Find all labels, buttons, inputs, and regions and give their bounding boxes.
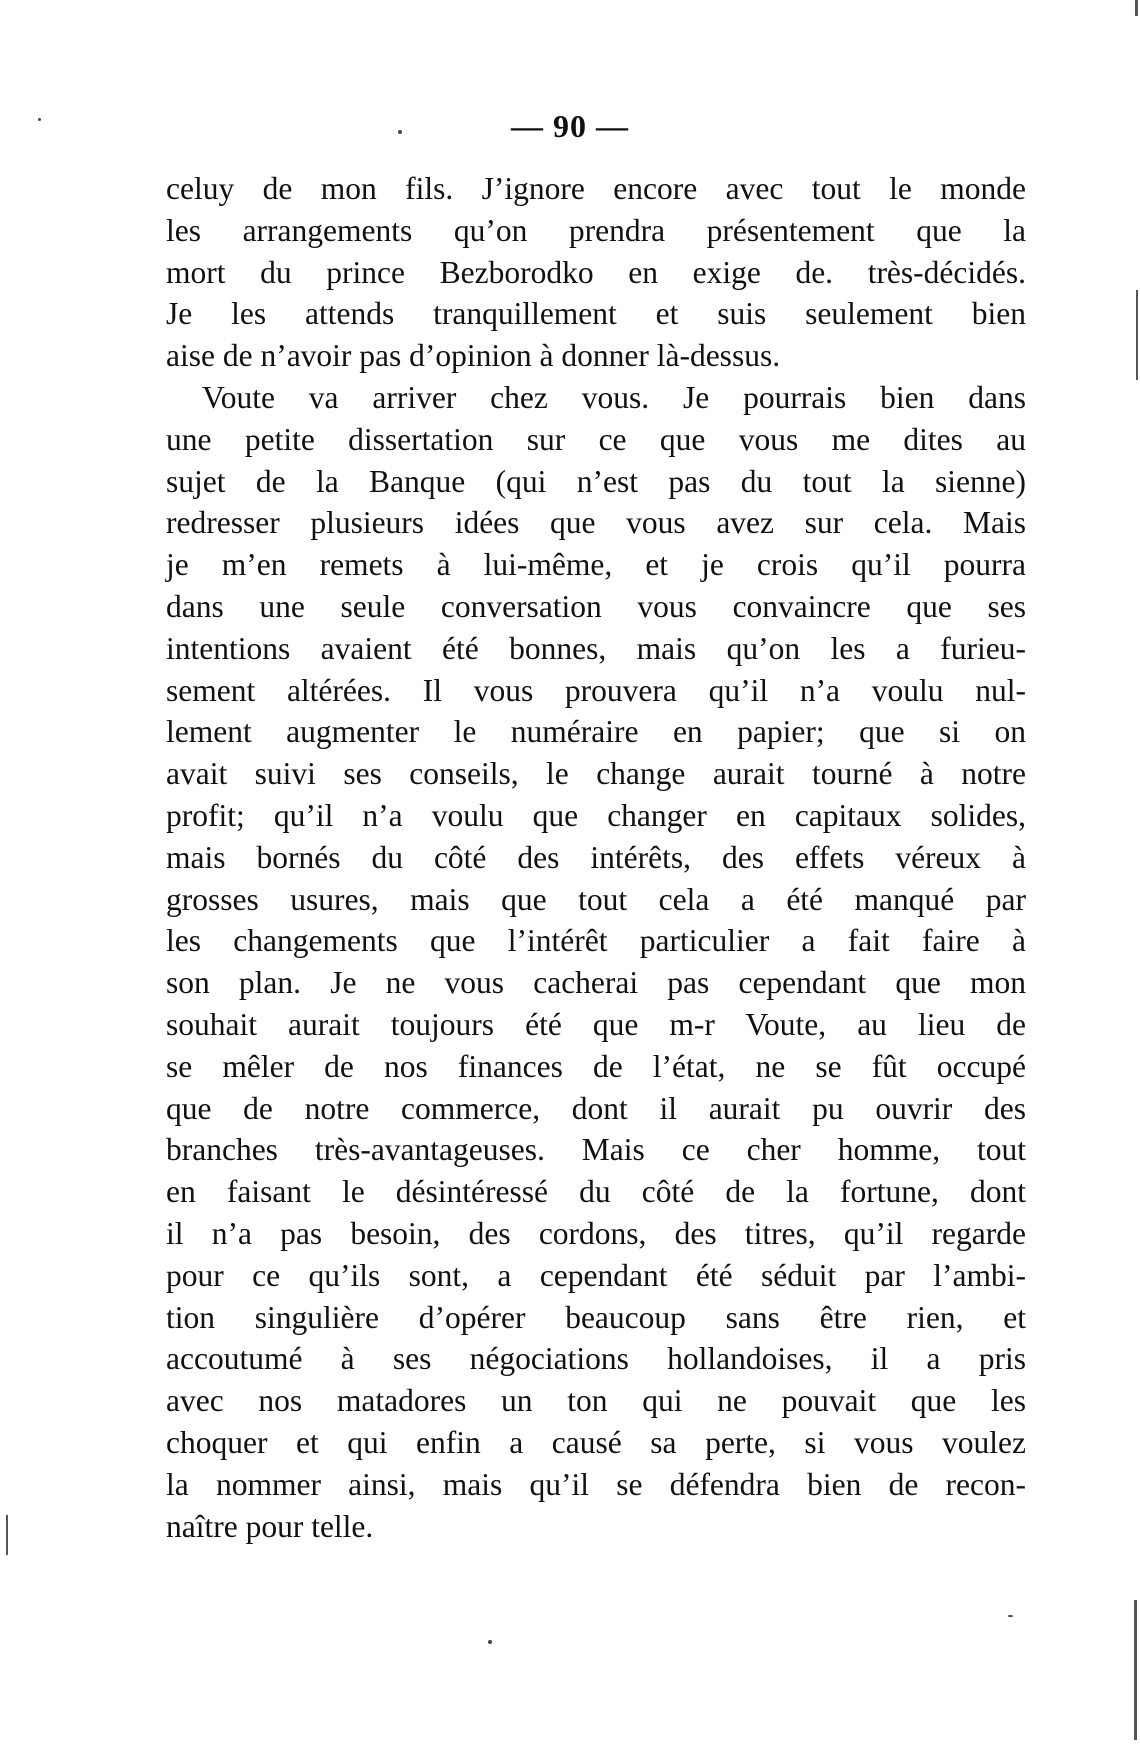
scan-edge-mark bbox=[6, 1515, 8, 1555]
text-line: pour ce qu’ils sont, a cependant été séduit par l’ambi- bbox=[166, 1257, 1026, 1293]
text-line: les arrangements qu’on prendra présentement que la bbox=[166, 212, 1026, 248]
text-line: Voute va arriver chez vous. Je pourrais bien dans bbox=[202, 379, 1026, 415]
scan-speck bbox=[1008, 1615, 1013, 1617]
scan-edge-mark bbox=[1134, 1600, 1137, 1740]
scan-speck bbox=[38, 118, 41, 121]
text-line: tion singulière d’opérer beaucoup sans être rien, et bbox=[166, 1299, 1026, 1335]
text-line: en faisant le désintéressé du côté de la fortune, dont bbox=[166, 1174, 1026, 1210]
body-text bbox=[166, 168, 1026, 1547]
text-line: intentions avaient été bonnes, mais qu’on les a furieu- bbox=[166, 630, 1026, 666]
text-line: se mêler de nos finances de l’état, ne se fût occupé bbox=[166, 1048, 1026, 1084]
text-line: je m’en remets à lui-même, et je crois qu’il pourra bbox=[166, 547, 1026, 583]
scan-edge-mark bbox=[1136, 290, 1138, 380]
text-line: dans une seule conversation vous convaincre que ses bbox=[166, 588, 1026, 624]
text-line: sujet de la Banque (qui n’est pas du tout la sienne) bbox=[166, 463, 1026, 499]
text-line: celuy de mon fils. J’ignore encore avec tout le monde bbox=[166, 171, 1026, 206]
text-line: les changements que l’intérêt particulier a fait faire à bbox=[166, 923, 1026, 959]
text-line: choquer et qui enfin a causé sa perte, si vous voulez bbox=[166, 1424, 1026, 1460]
text-line: accoutumé à ses négociations hollandoises, il a pris bbox=[166, 1341, 1026, 1377]
text-line: aise de n’avoir pas d’opinion à donner là-dessus. bbox=[166, 338, 781, 374]
text-line: lement augmenter le numéraire en papier; que si on bbox=[166, 714, 1026, 750]
text-line: souhait aurait toujours été que m-r Voute, au lieu de bbox=[166, 1006, 1026, 1042]
text-line: mais bornés du côté des intérêts, des effets véreux à bbox=[166, 839, 1026, 875]
text-line: son plan. Je ne vous cacherai pas cependant que mon bbox=[166, 965, 1026, 1001]
text-line: sement altérées. Il vous prouvera qu’il n’a voulu nul- bbox=[166, 672, 1026, 708]
scan-speck bbox=[398, 130, 402, 134]
page-number: — 90 — bbox=[511, 108, 629, 144]
paragraph-1 bbox=[166, 168, 1026, 377]
text-line: grosses usures, mais que tout cela a été manqué par bbox=[166, 881, 1026, 917]
text-line: mort du prince Bezborodko en exige de. très-décidés. bbox=[166, 254, 1026, 290]
scan-speck bbox=[488, 1640, 492, 1644]
paragraph-2 bbox=[166, 377, 1026, 1547]
text-line: branches très-avantageuses. Mais ce cher homme, tout bbox=[166, 1132, 1026, 1168]
scan-edge-mark bbox=[1135, 0, 1138, 16]
text-line: il n’a pas besoin, des cordons, des titres, qu’il regarde bbox=[166, 1215, 1026, 1251]
text-line: la nommer ainsi, mais qu’il se défendra bien de recon- bbox=[166, 1466, 1026, 1502]
text-line: redresser plusieurs idées que vous avez sur cela. Mais bbox=[166, 505, 1026, 541]
text-line: profit; qu’il n’a voulu que changer en capitaux solides, bbox=[166, 797, 1026, 833]
text-line: avec nos matadores un ton qui ne pouvait que les bbox=[166, 1383, 1026, 1419]
text-line: que de notre commerce, dont il aurait pu ouvrir des bbox=[166, 1090, 1026, 1126]
text-line: naître pour telle. bbox=[166, 1508, 374, 1544]
text-line: avait suivi ses conseils, le change aurait tourné à notre bbox=[166, 756, 1026, 792]
text-line: Je les attends tranquillement et suis seulement bien bbox=[166, 296, 1026, 332]
text-line: une petite dissertation sur ce que vous me dites au bbox=[166, 421, 1026, 457]
